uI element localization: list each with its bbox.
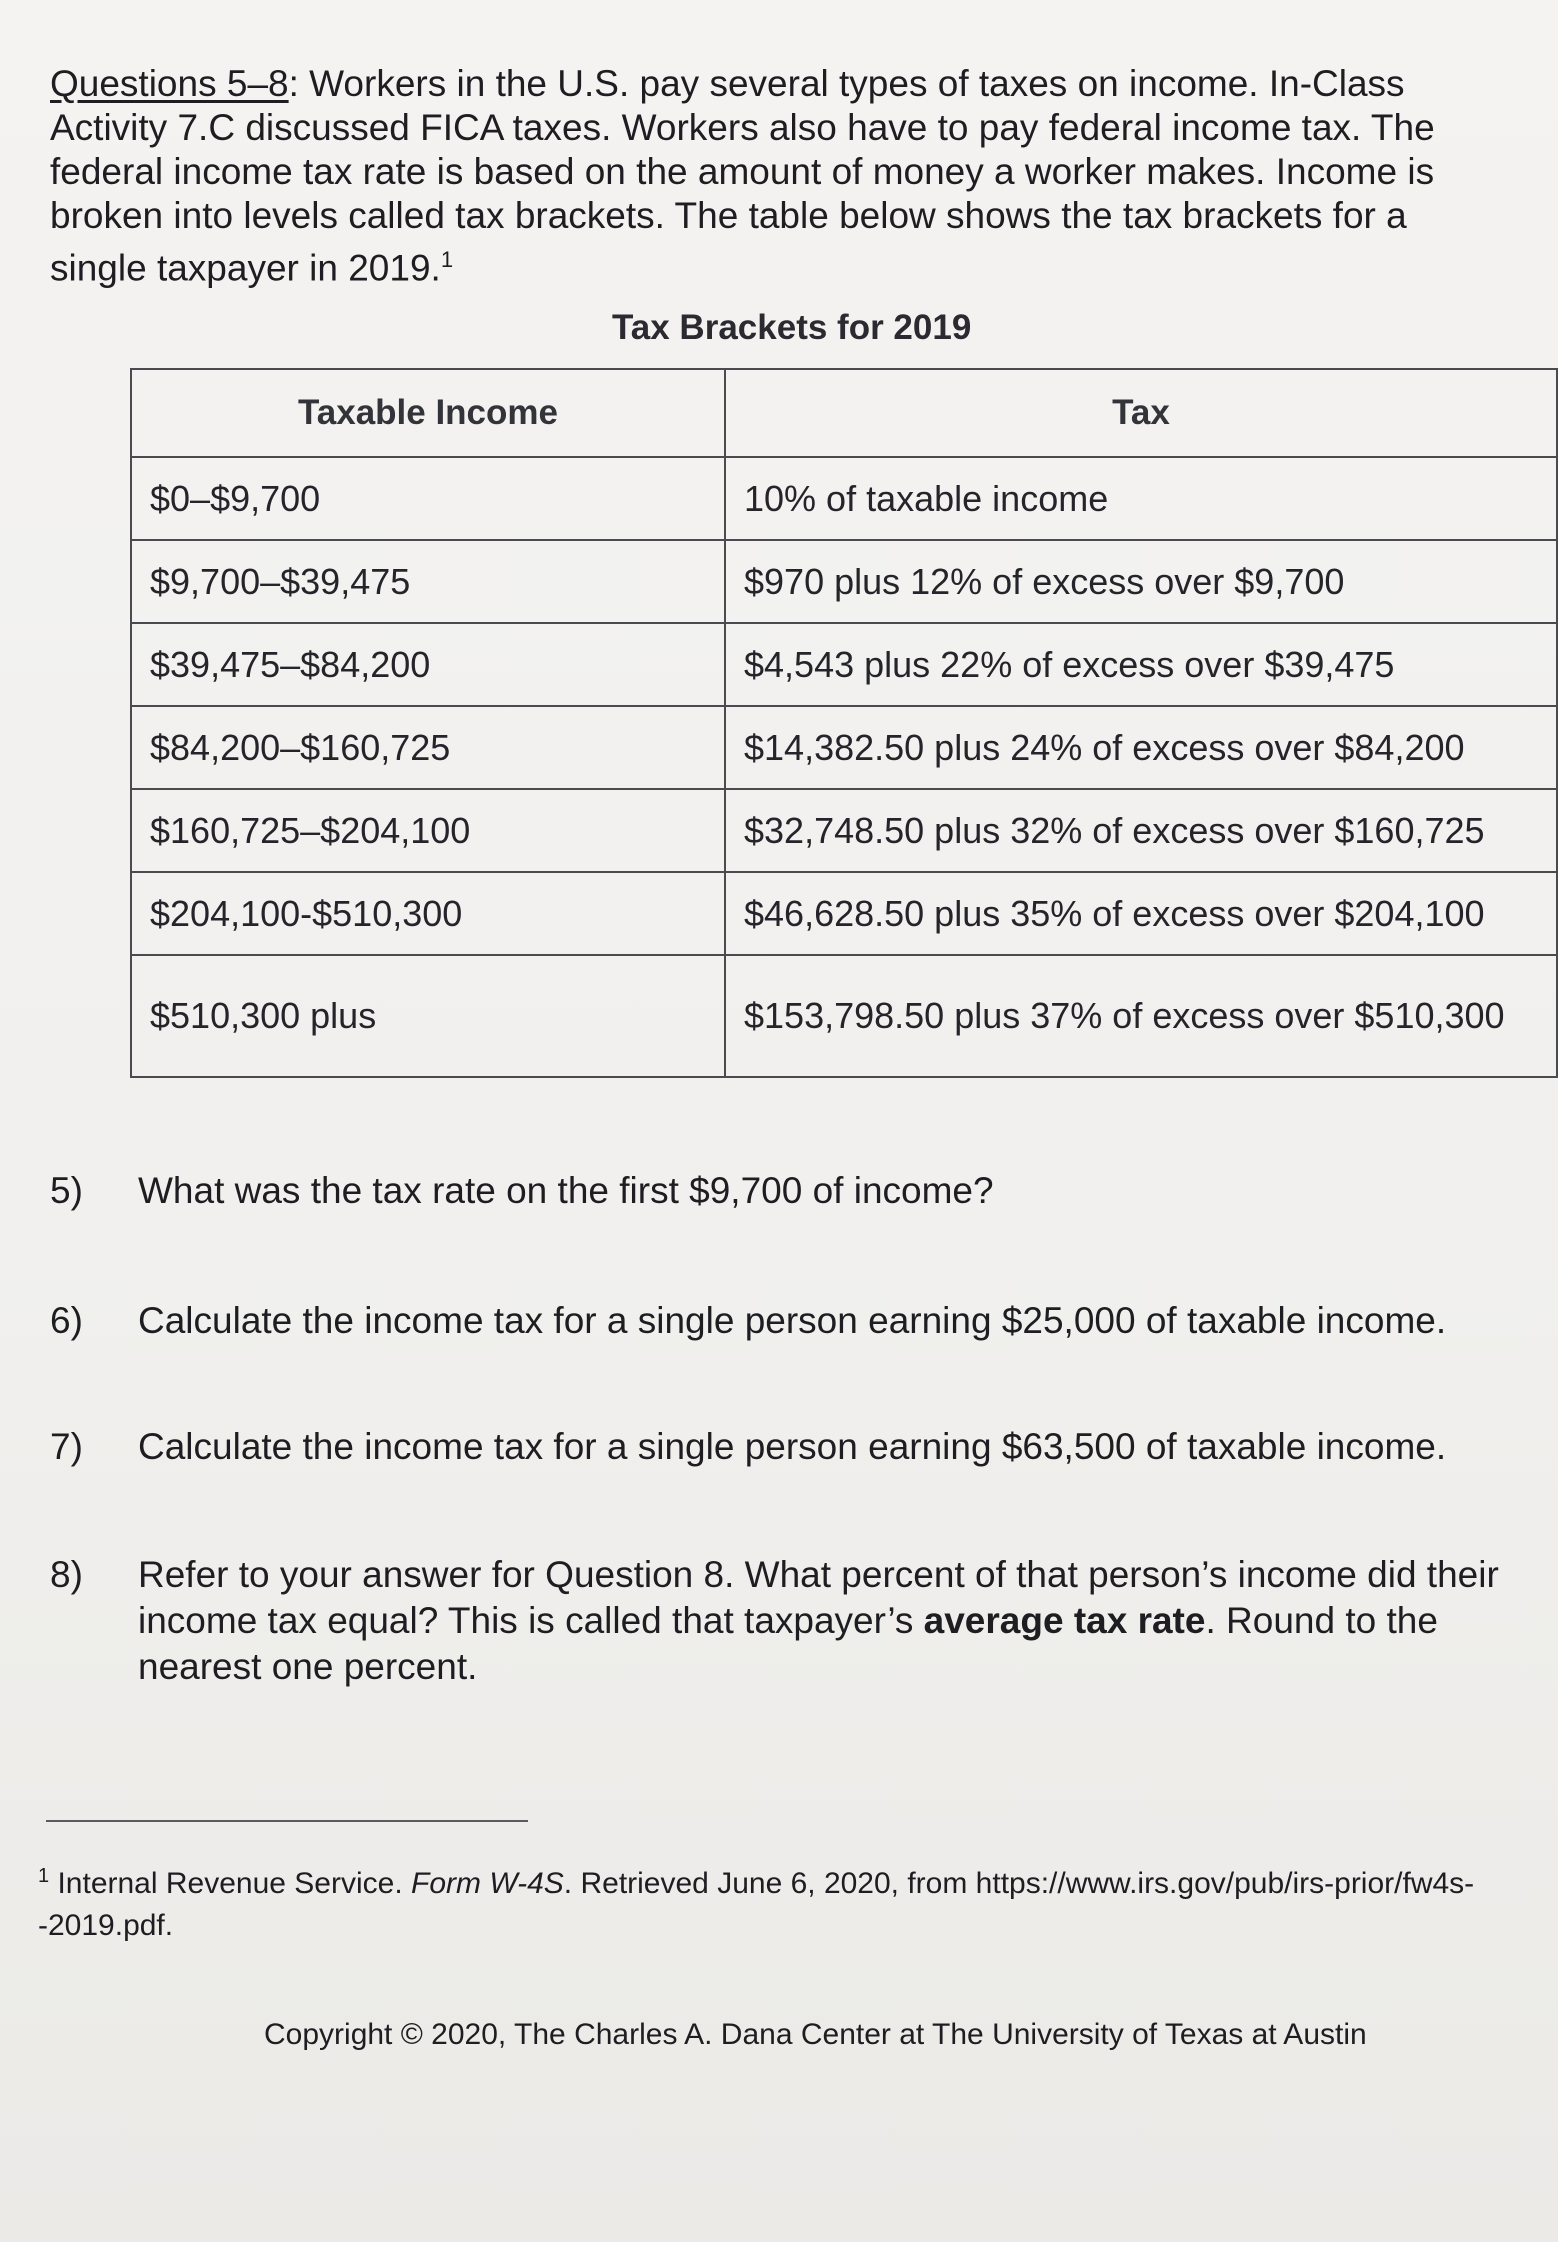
table-row: [131, 955, 1557, 1077]
tax-cell: $970 plus 12% of excess over $9,700: [725, 540, 1557, 623]
header-taxable-income: Taxable Income: [131, 369, 725, 457]
intro-heading: Questions 5–8: [50, 63, 289, 104]
question-text: Calculate the income tax for a single person earning $63,500 of taxable income.: [138, 1426, 1447, 1467]
table-row: [131, 872, 1557, 955]
footnote-source: Internal Revenue Service.: [57, 1867, 411, 1900]
intro-text: : Workers in the U.S. pay several types of taxes on income. In-Class Activity 7.C discussed FICA taxes. Workers also have to pay federal income tax. The federal income tax rate is based on the amount of money a worker makes. Income is broken into levels called tax brackets. The table below shows the tax brackets for a single taxpayer in 2019.: [50, 63, 1435, 289]
tax-cell: $46,628.50 plus 35% of excess over $204,100: [725, 872, 1557, 955]
footnote-reference: 1: [440, 247, 454, 272]
question-text: [138, 1552, 1558, 1690]
income-cell: $39,475–$84,200: [131, 623, 725, 706]
income-cell: $0–$9,700: [131, 457, 725, 540]
table-row: [131, 457, 1557, 540]
footnote: [38, 1855, 1538, 1947]
question-text: What was the tax rate on the first $9,700 of income?: [138, 1170, 994, 1211]
tax-cell: 10% of taxable income: [725, 457, 1557, 540]
question-text-start: Refer to your answer for Question 8. What percent of that person’s income did their income tax equal? This is called that taxpayer’s: [138, 1554, 1499, 1641]
footnote-retrieval: . Retrieved June 6, 2020, from https://www.irs.gov/pub/irs-prior/fw4s--2019.pdf.: [38, 1867, 1475, 1942]
tax-cell: $14,382.50 plus 24% of excess over $84,200: [725, 706, 1557, 789]
table-row: [131, 706, 1557, 789]
tax-cell: $4,543 plus 22% of excess over $39,475: [725, 623, 1557, 706]
term-average-tax-rate: average tax rate: [923, 1600, 1206, 1641]
tax-brackets-table: [130, 368, 1558, 1078]
table-row: [131, 789, 1557, 872]
income-cell: $510,300 plus: [131, 955, 725, 1077]
footnote-divider: [46, 1820, 528, 1822]
table-title: Tax Brackets for 2019: [612, 308, 972, 347]
tax-cell: $153,798.50 plus 37% of excess over $510,300: [725, 955, 1557, 1077]
question-number: 7): [50, 1426, 83, 1467]
income-cell: $9,700–$39,475: [131, 540, 725, 623]
footnote-marker: 1: [38, 1865, 50, 1887]
question-text-end: . Round to the nearest one percent.: [138, 1600, 1438, 1687]
intro-paragraph: [50, 62, 1510, 290]
footnote-form-title: Form W-4S: [411, 1867, 564, 1900]
header-tax: Tax: [725, 369, 1557, 457]
question-number: 8): [50, 1554, 83, 1595]
income-cell: $84,200–$160,725: [131, 706, 725, 789]
question-number: 6): [50, 1300, 83, 1341]
copyright-notice: Copyright © 2020, The Charles A. Dana Center at The University of Texas at Austin: [264, 2018, 1367, 2051]
income-cell: $160,725–$204,100: [131, 789, 725, 872]
table-row: [131, 540, 1557, 623]
table-row: [131, 623, 1557, 706]
income-cell: $204,100-$510,300: [131, 872, 725, 955]
question-text: Calculate the income tax for a single person earning $25,000 of taxable income.: [138, 1300, 1447, 1341]
question-number: 5): [50, 1170, 83, 1211]
table-header-row: [131, 369, 1557, 457]
tax-cell: $32,748.50 plus 32% of excess over $160,725: [725, 789, 1557, 872]
